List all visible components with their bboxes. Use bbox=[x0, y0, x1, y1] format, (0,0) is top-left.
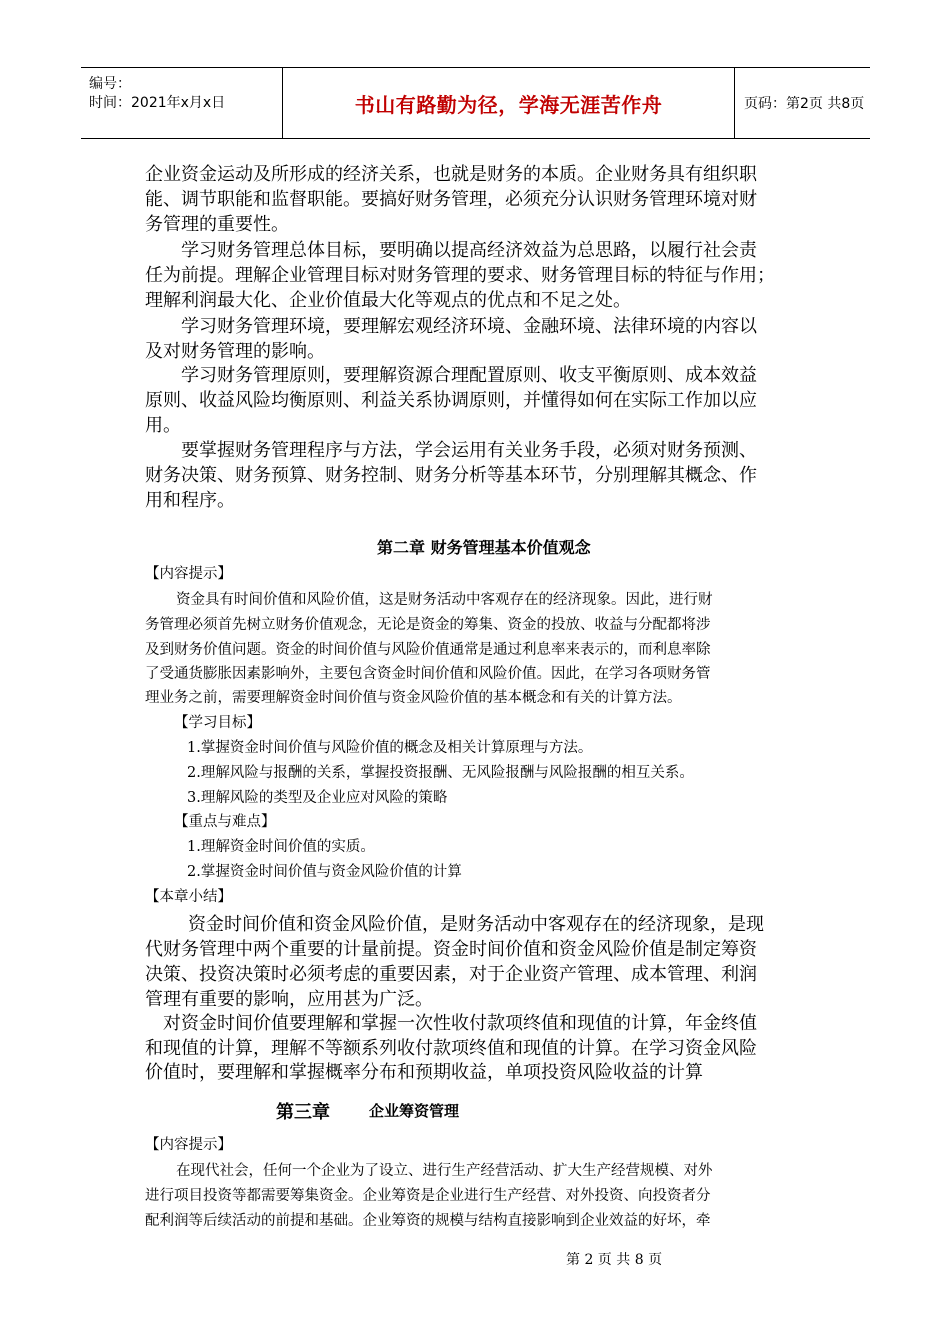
text-line: 企业资金运动及所形成的经济关系，也就是财务的本质。企业财务具有组织职 bbox=[145, 164, 757, 185]
text-line: 要掌握财务管理程序与方法，学会运用有关业务手段，必须对财务预测、 bbox=[181, 440, 757, 461]
text-line: 对资金时间价值要理解和掌握一次性收付款项终值和现值的计算，年金终值 bbox=[163, 1013, 757, 1034]
text-line: 配利润等后续活动的前提和基础。企业筹资的规模与结构直接影响到企业效益的好坏，牵 bbox=[145, 1213, 711, 1229]
section-label: 【本章小结】 bbox=[145, 889, 232, 905]
text-line: 价值时，要理解和掌握概率分布和预期收益，单项投资风险收益的计算 bbox=[145, 1062, 703, 1083]
text-line: 管理有重要的影响，应用甚为广泛。 bbox=[145, 989, 433, 1010]
text-line: 学习财务管理环境，要理解宏观经济环境、金融环境、法律环境的内容以 bbox=[181, 316, 757, 337]
list-item: 2.掌握资金时间价值与资金风险价值的计算 bbox=[187, 864, 462, 880]
text-line: 进行项目投资等都需要筹集资金。企业筹资是企业进行生产经营、对外投资、向投资者分 bbox=[145, 1188, 711, 1204]
section-label: 【内容提示】 bbox=[145, 566, 232, 582]
text-line: 理解利润最大化、企业价值最大化等观点的优点和不足之处。 bbox=[145, 290, 631, 311]
header-page-cell bbox=[734, 68, 870, 138]
text-line: 决策、投资决策时必须考虑的重要因素，对于企业资产管理、成本管理、利润 bbox=[145, 964, 757, 985]
text-line: 任为前提。理解企业管理目标对财务管理的要求、财务管理目标的特征与作用； bbox=[145, 265, 775, 286]
text-line: 学习财务管理总体目标，要明确以提高经济效益为总思路，以履行社会责 bbox=[181, 240, 757, 261]
list-item: 1.掌握资金时间价值与风险价值的概念及相关计算原理与方法。 bbox=[187, 740, 593, 756]
text-line: 及对财务管理的影响。 bbox=[145, 341, 325, 362]
text-line: 能、调节职能和监督职能。要搞好财务管理，必须充分认识财务管理环境对财 bbox=[145, 189, 757, 210]
section-label: 【内容提示】 bbox=[145, 1137, 232, 1153]
document-number: 编号： bbox=[89, 76, 131, 92]
header-motto-cell bbox=[282, 68, 735, 138]
document-date: 时间：2021年x月x日 bbox=[89, 95, 226, 111]
text-line: 务管理必须首先树立财务价值观念，无论是资金的筹集、资金的投放、收益与分配都将涉 bbox=[145, 617, 711, 633]
page-header bbox=[81, 67, 870, 139]
header-page-info: 页码：第2页 共8页 bbox=[744, 96, 865, 112]
chapter-2-title: 第二章 财务管理基本价值观念 bbox=[377, 538, 591, 557]
text-line: 在现代社会，任何一个企业为了设立、进行生产经营活动、扩大生产经营规模、对外 bbox=[176, 1163, 713, 1179]
text-line: 代财务管理中两个重要的计量前提。资金时间价值和资金风险价值是制定筹资 bbox=[145, 939, 757, 960]
chapter-3-title: 企业筹资管理 bbox=[369, 1102, 460, 1120]
list-item: 3.理解风险的类型及企业应对风险的策略 bbox=[187, 790, 448, 806]
text-line: 务管理的重要性。 bbox=[145, 214, 289, 235]
text-line: 资金时间价值和资金风险价值，是财务活动中客观存在的经济现象，是现 bbox=[188, 914, 764, 935]
text-line: 了受通货膨胀因素影响外，主要包含资金时间价值和风险价值。因此，在学习各项财务管 bbox=[145, 666, 711, 682]
text-line: 用。 bbox=[145, 415, 181, 436]
page-footer: 第 2 页 共 8 页 bbox=[566, 1252, 663, 1268]
header-motto: 书山有路勤为径，学海无涯苦作舟 bbox=[354, 92, 663, 117]
text-line: 和现值的计算，理解不等额系列收付款项终值和现值的计算。在学习资金风险 bbox=[145, 1038, 757, 1059]
section-label: 【学习目标】 bbox=[174, 715, 261, 731]
text-line: 资金具有时间价值和风险价值，这是财务活动中客观存在的经济现象。因此，进行财 bbox=[176, 592, 713, 608]
text-line: 及到财务价值问题。资金的时间价值与风险价值通常是通过利息率来表示的，而利息率除 bbox=[145, 642, 711, 658]
text-line: 理业务之前，需要理解资金时间价值与资金风险价值的基本概念和有关的计算方法。 bbox=[145, 690, 682, 706]
text-line: 财务决策、财务预算、财务控制、财务分析等基本环节，分别理解其概念、作 bbox=[145, 465, 757, 486]
header-meta bbox=[81, 68, 282, 138]
text-line: 用和程序。 bbox=[145, 490, 235, 511]
section-label: 【重点与难点】 bbox=[174, 814, 276, 830]
list-item: 2.理解风险与报酬的关系，掌握投资报酬、无风险报酬与风险报酬的相互关系。 bbox=[187, 765, 694, 781]
text-line: 学习财务管理原则，要理解资源合理配置原则、收支平衡原则、成本效益 bbox=[181, 365, 757, 386]
list-item: 1.理解资金时间价值的实质。 bbox=[187, 839, 375, 855]
chapter-3-number: 第三章 bbox=[276, 1102, 330, 1123]
text-line: 原则、收益风险均衡原则、利益关系协调原则，并懂得如何在实际工作加以应 bbox=[145, 390, 757, 411]
